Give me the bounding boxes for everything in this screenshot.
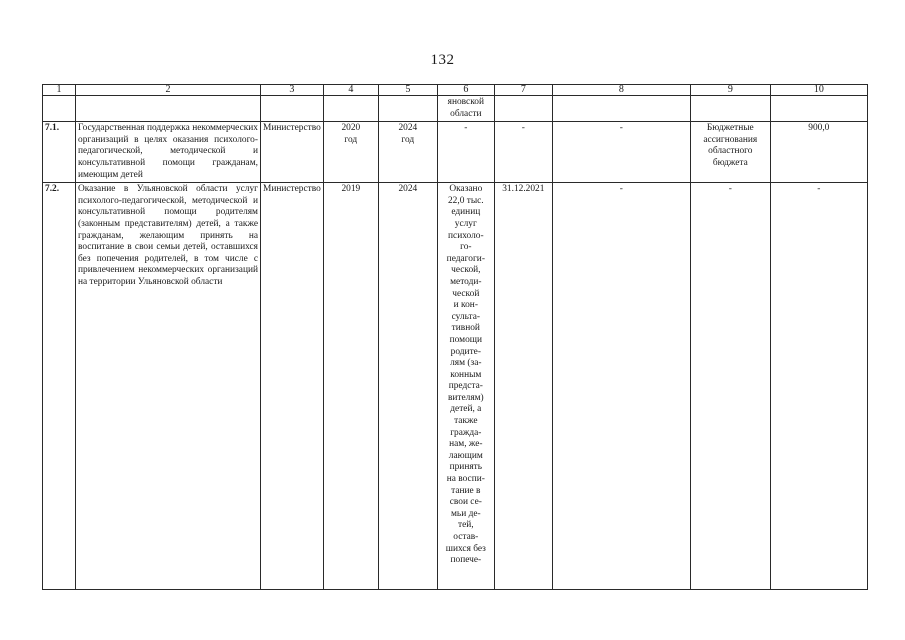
row-number: 7.2.	[43, 183, 76, 590]
amount-cell: -	[770, 183, 867, 590]
start-cell: 2020 год	[323, 122, 378, 183]
header-cell: 10	[770, 85, 867, 96]
funding-source-cell: Бюджетные ассигнования областного бюджета	[690, 122, 770, 183]
program-measures-table	[42, 84, 868, 590]
result-cell: яновской области	[437, 96, 494, 122]
start-cell: 2019	[323, 183, 378, 590]
header-cell: 9	[690, 85, 770, 96]
header-cell: 6	[437, 85, 494, 96]
page-number: 132	[430, 52, 455, 68]
col8-cell: -	[552, 122, 690, 183]
date-cell: -	[494, 122, 552, 183]
header-cell: 7	[494, 85, 552, 96]
date-cell: 31.12.2021	[494, 183, 552, 590]
end-cell: 2024	[378, 183, 437, 590]
result-cell: Оказано 22,0 тыс. единиц услуг психоло- го- педагоги- ческой, методи- ческой и кон- сульта- тивной помощи родите- лям (за- конным предста- вителям) детей, а также гражда- нам, же- лающим принять на воспи- тание в свои се- мьи де- тей, остав- шихся без попече-	[437, 183, 494, 590]
header-cell: 2	[76, 85, 261, 96]
row-number: 7.1.	[43, 122, 76, 183]
table-header-row	[43, 85, 868, 96]
executor-cell: Министерство	[261, 122, 324, 183]
header-cell: 3	[261, 85, 324, 96]
col8-cell: -	[552, 183, 690, 590]
table-row-continuation	[43, 96, 868, 122]
measure-name: Оказание в Ульяновской области услуг психолого-педагогической, методической и консультативной помощи родителям (законным представителям) детей, а также гражданам, желающим принять на воспитание в свои семьи детей, оставшихся без попечения родителей, в том числе с привлечением некоммерческих организаций на территории Ульяновской области	[76, 183, 261, 590]
measure-name: Государственная поддержка некоммерческих организаций в целях оказания психолого-педагогической, методической и консультативной помощи гражданам, имеющим детей	[76, 122, 261, 183]
executor-cell: Министерство	[261, 183, 324, 590]
end-cell: 2024 год	[378, 122, 437, 183]
header-cell: 4	[323, 85, 378, 96]
result-cell: -	[437, 122, 494, 183]
table-row	[43, 183, 868, 590]
header-cell: 8	[552, 85, 690, 96]
table-row	[43, 122, 868, 183]
header-cell: 1	[43, 85, 76, 96]
amount-cell: 900,0	[770, 122, 867, 183]
header-cell: 5	[378, 85, 437, 96]
funding-source-cell: -	[690, 183, 770, 590]
